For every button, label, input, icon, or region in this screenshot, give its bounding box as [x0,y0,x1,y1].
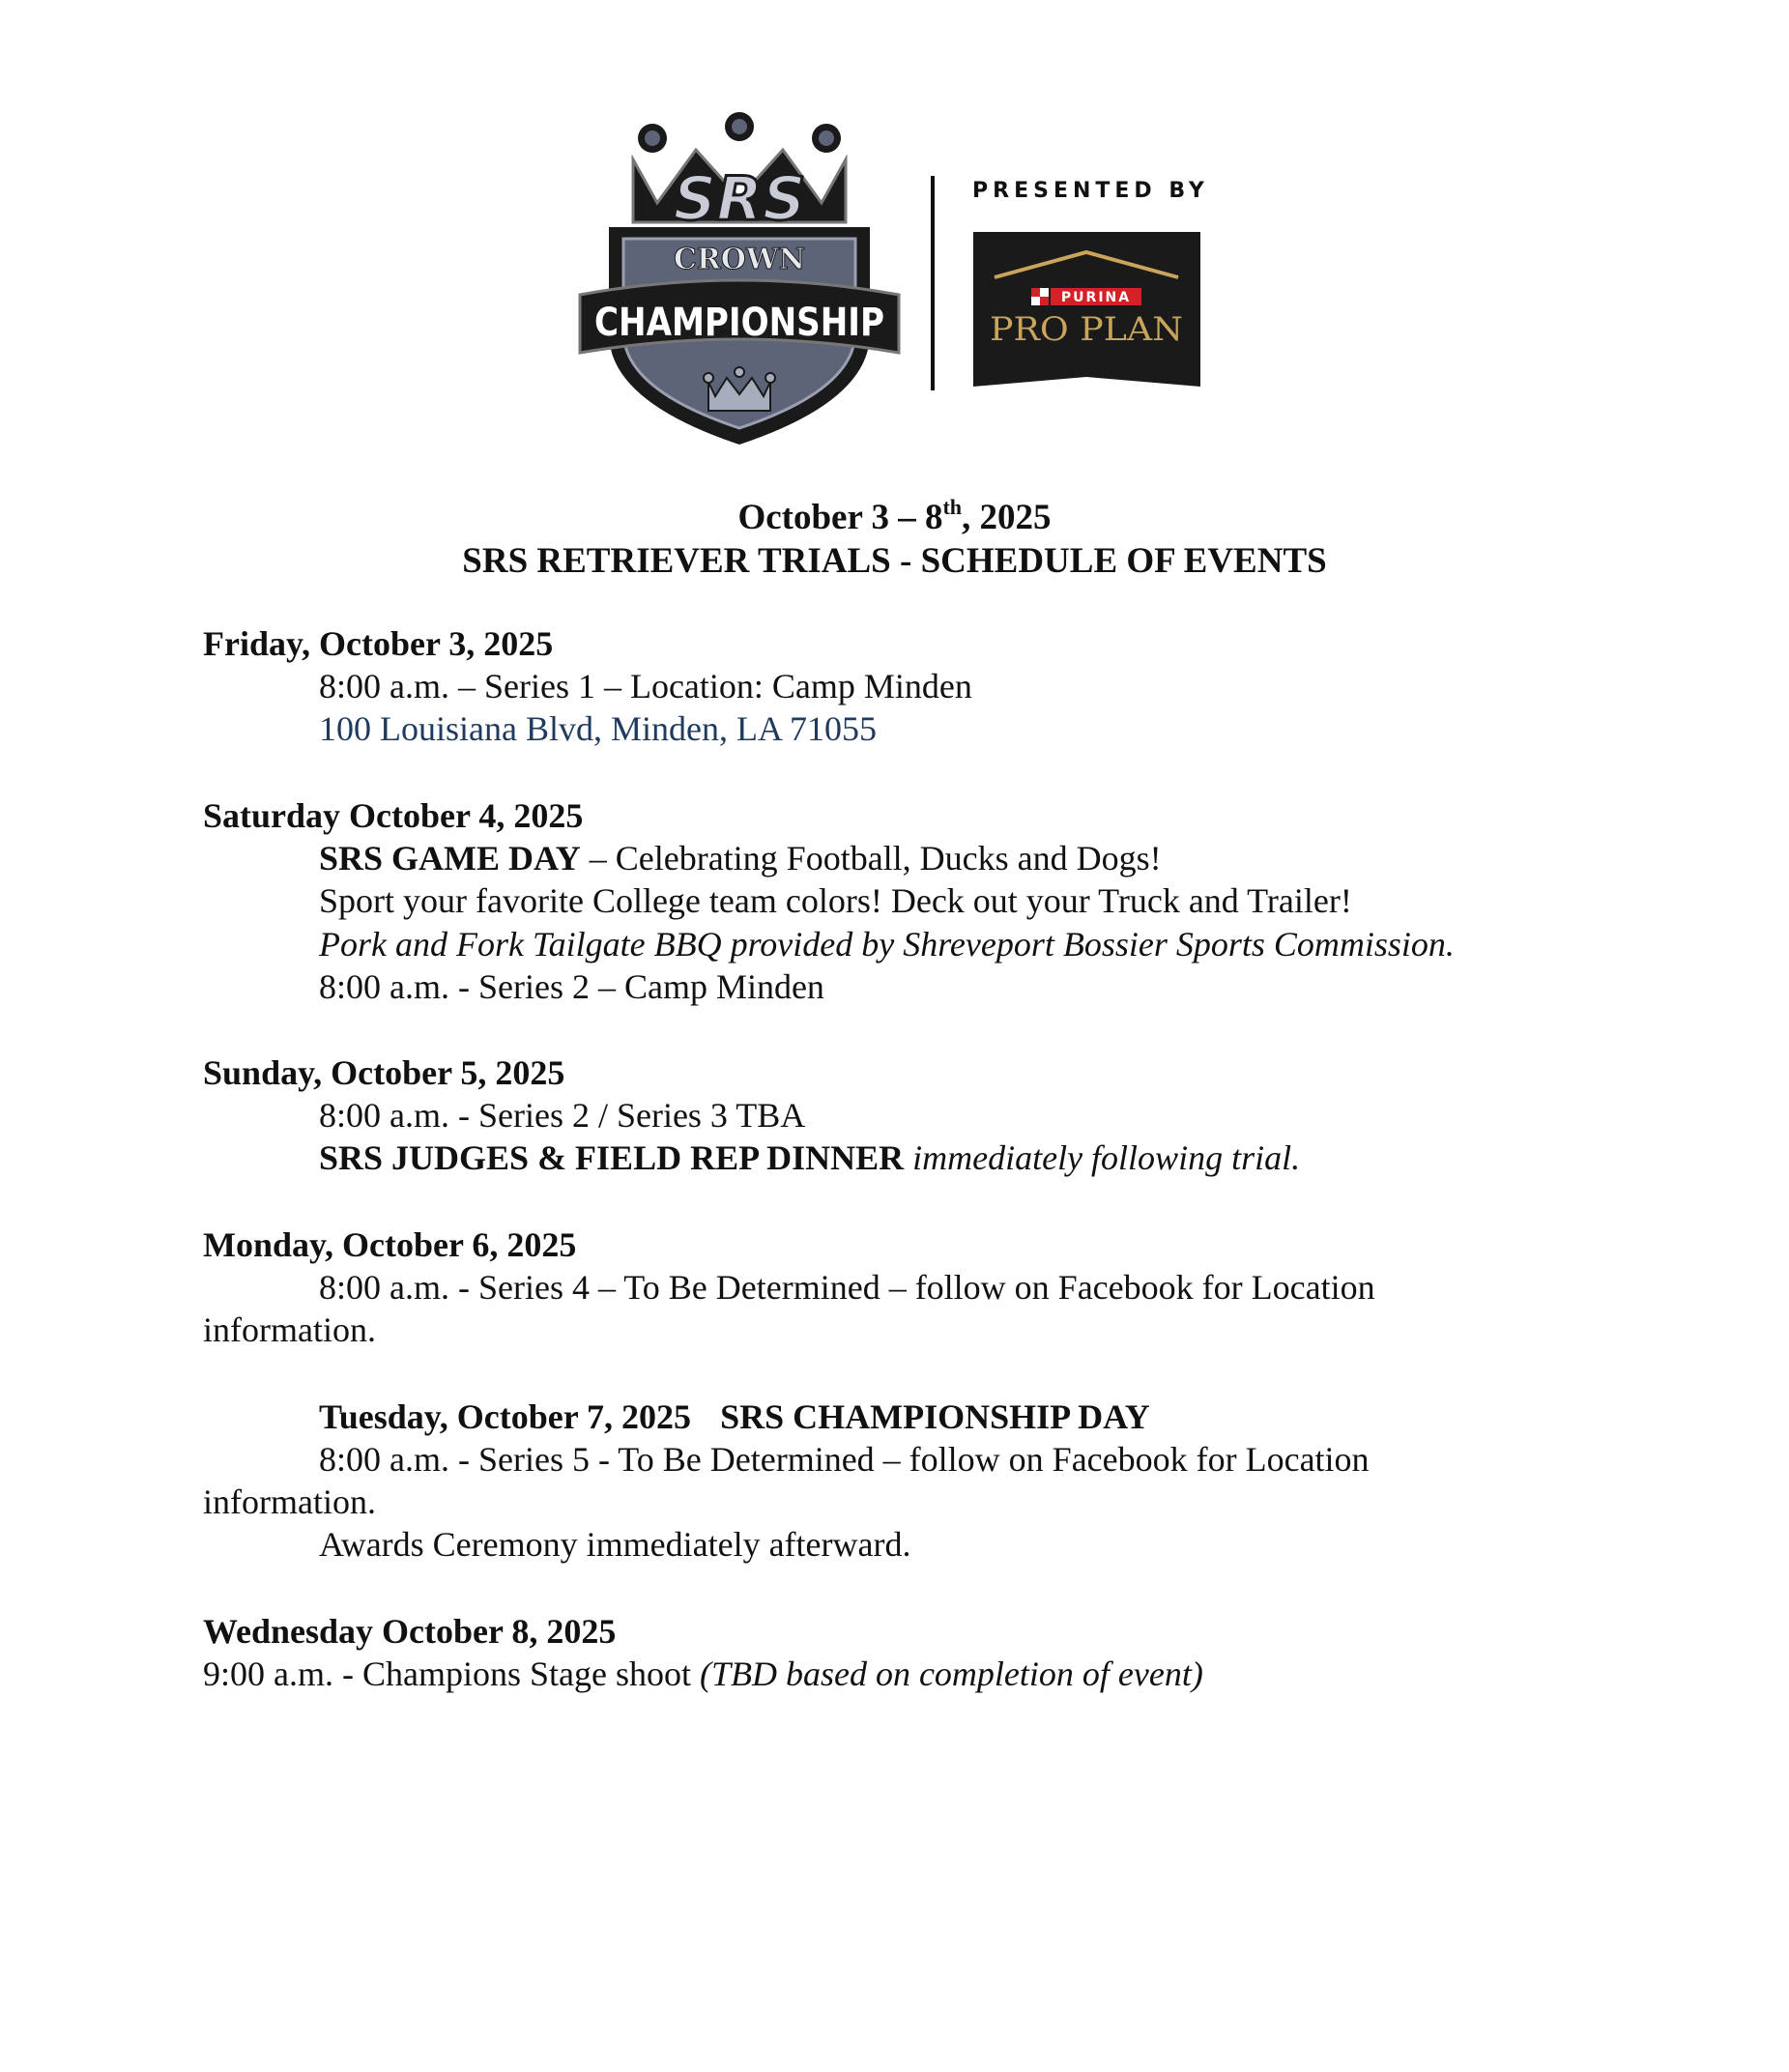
monday-series-4-continued: information. [203,1310,376,1349]
tuesday-series-5: 8:00 a.m. - Series 5 - To Be Determined – follow on Facebook for Location [319,1440,1370,1479]
srs-crown-championship-logo [580,111,899,449]
event-dates: October 3 – 8th, 2025 [737,495,1052,537]
crest-crown-text: CROWN [673,243,806,276]
saturday-game-day: SRS GAME DAY – Celebrating Football, Ducks and Dogs! [319,839,1162,878]
purina-text: PURINA [1060,290,1132,305]
saturday-series-2: 8:00 a.m. - Series 2 – Camp Minden [319,967,824,1006]
presented-by-label: PRESENTED BY [972,179,1209,203]
tuesday-heading: Tuesday, October 7, 2025 SRS CHAMPIONSHIP DAY [319,1397,1150,1436]
friday-address: 100 Louisiana Blvd, Minden, LA 71055 [319,709,877,748]
tuesday-awards: Awards Ceremony immediately afterward. [319,1525,911,1564]
friday-heading: Friday, October 3, 2025 [203,624,554,663]
tuesday-series-5-continued: information. [203,1482,376,1521]
crest-srs-text: SRS [673,163,806,234]
monday-series-4: 8:00 a.m. - Series 4 – To Be Determined – follow on Facebook for Location [319,1268,1375,1307]
pro-plan-text: PRO PLAN [990,310,1183,349]
saturday-bbq: Pork and Fork Tailgate BBQ provided by Shreveport Bossier Sports Commission. [319,925,1455,964]
friday-series-1: 8:00 a.m. – Series 1 – Location: Camp Minden [319,667,972,705]
logo-area [0,0,1789,464]
page-title: SRS RETRIEVER TRIALS - SCHEDULE OF EVENTS [462,541,1327,581]
sunday-series: 8:00 a.m. - Series 2 / Series 3 TBA [319,1096,806,1135]
logo-divider [931,176,935,390]
monday-heading: Monday, October 6, 2025 [203,1225,577,1264]
saturday-team-colors: Sport your favorite College team colors! Deck out your Truck and Trailer! [319,881,1352,920]
wednesday-heading: Wednesday October 8, 2025 [203,1612,617,1651]
sunday-heading: Sunday, October 5, 2025 [203,1053,565,1092]
sunday-dinner: SRS JUDGES & FIELD REP DINNER immediately following trial. [319,1138,1301,1177]
proplan-badge [973,232,1200,387]
crest-championship-text: CHAMPIONSHIP [594,301,884,345]
purina-pro-plan-logo [973,232,1200,387]
wednesday-champions-shoot: 9:00 a.m. - Champions Stage shoot (TBD based on completion of event) [203,1655,1203,1693]
saturday-heading: Saturday October 4, 2025 [203,796,584,835]
